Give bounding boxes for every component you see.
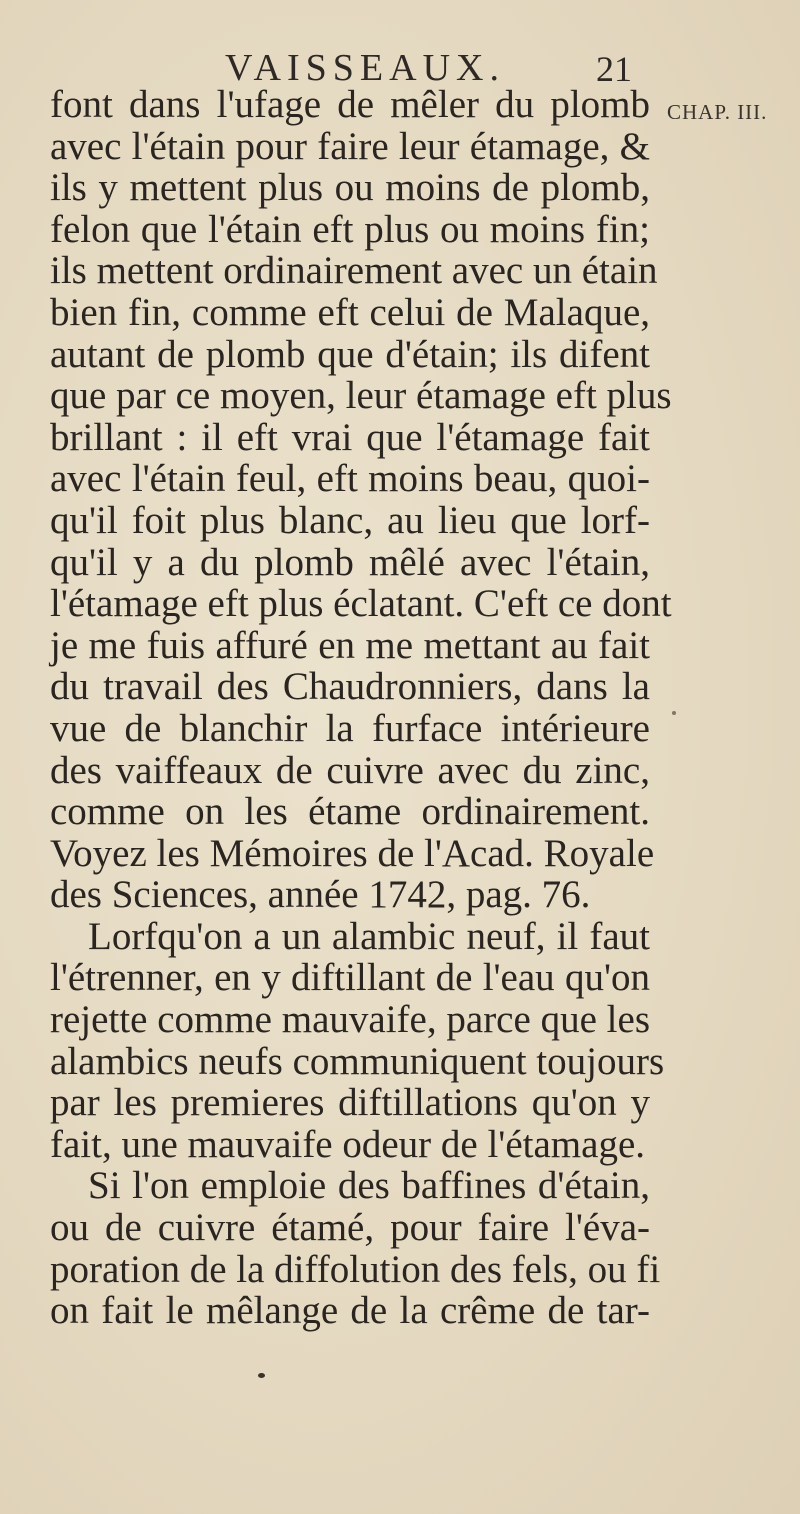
text-line: on fait le mêlange de la crême de tar- <box>50 1289 650 1333</box>
text-line: ils mettent ordinairement avec un étain <box>50 249 658 293</box>
text-line: ils y mettent plus ou moins de plomb, <box>50 166 650 210</box>
page-number: 21 <box>596 49 632 89</box>
text-line: poration de la diffolution des fels, ou fi <box>50 1247 661 1291</box>
text-line: brillant : il eft vrai que l'étamage fait <box>50 415 650 459</box>
text-line: des Sciences, année 1742, pag. 76. <box>50 873 591 917</box>
text-line: Voyez les Mémoires de l'Acad. Royale <box>50 831 655 875</box>
text-line: je me fuis affuré en me mettant au fait <box>50 623 650 667</box>
margin-chapter-note: CHAP. III. <box>667 100 768 124</box>
running-title: VAISSEAUX. <box>225 47 505 89</box>
text-line: que par ce moyen, leur étamage eft plus <box>50 374 672 418</box>
text-line: Si l'on emploie des baffines d'étain, <box>88 1164 650 1208</box>
ink-spot <box>672 711 676 715</box>
text-line: avec l'étain pour faire leur étamage, & <box>50 124 650 168</box>
text-line: autant de plomb que d'étain; ils difent <box>50 332 650 376</box>
text-line: vue de blanchir la furface intérieure <box>50 706 650 750</box>
text-line: font dans l'ufage de mêler du plomb <box>50 83 650 126</box>
text-line: l'étrenner, en y diftillant de l'eau qu'on <box>50 956 650 1000</box>
text-line: qu'il y a du plomb mêlé avec l'étain, <box>50 540 650 584</box>
body-text <box>50 83 672 1333</box>
text-line: bien fin, comme eft celui de Malaque, <box>50 290 650 334</box>
text-line: ou de cuivre étamé, pour faire l'éva- <box>50 1206 650 1250</box>
text-line: alambics neufs communiquent toujours <box>50 1039 665 1083</box>
text-line: comme on les étame ordinairement. <box>50 790 650 834</box>
text-line: avec l'étain feul, eft moins beau, quoi- <box>50 457 650 501</box>
text-line: fait, une mauvaife odeur de l'étamage. <box>50 1122 645 1166</box>
text-line: l'étamage eft plus éclatant. C'eft ce dont <box>50 582 672 626</box>
text-line: rejette comme mauvaife, parce que les <box>50 998 650 1042</box>
text-line: Lorfqu'on a un alambic neuf, il faut <box>88 914 650 958</box>
text-line: des vaiffeaux de cuivre avec du zinc, <box>50 748 650 792</box>
text-line: par les premieres diftillations qu'on y <box>50 1081 650 1125</box>
text-line: qu'il foit plus blanc, au lieu que lorf- <box>50 498 650 542</box>
text-line: du travail des Chaudronniers, dans la <box>50 665 650 709</box>
text-line: felon que l'étain eft plus ou moins fin; <box>50 207 650 251</box>
ink-spot <box>258 1373 265 1378</box>
